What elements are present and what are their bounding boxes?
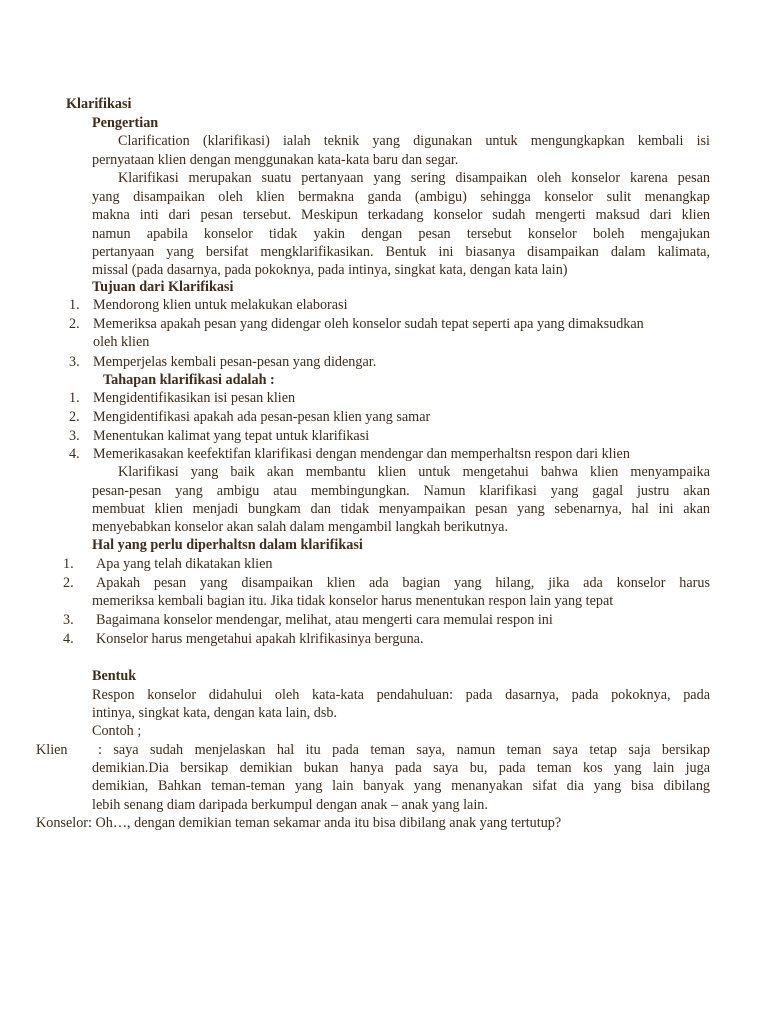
list-number: 3. — [69, 428, 80, 444]
list-number: 2. — [69, 316, 80, 332]
section-title: Klarifikasi — [66, 96, 132, 112]
list-item: Mendorong klien untuk melakukan elaborasi — [93, 297, 348, 313]
pengertian-p2-line: yang disampaikan oleh klien bermakna ganda (ambigu) sehingga konselor sulit menangkap — [92, 189, 710, 205]
list-number: 1. — [69, 390, 80, 406]
list-item: Mengidentifikasi apakah ada pesan-pesan klien yang samar — [93, 409, 431, 425]
tahapan-para-line: menyebabkan konselor akan salah dalam mengambil langkah berikutnya. — [92, 519, 509, 535]
pengertian-heading: Pengertian — [92, 115, 159, 131]
list-item: Mengidentifikasikan isi pesan klien — [93, 390, 296, 406]
pengertian-p2-line: pertanyaan yang bersifat mengklarifikasikan. Bentuk ini biasanya disampaikan dalam kalimata, — [92, 244, 710, 260]
bentuk-heading: Bentuk — [92, 668, 137, 684]
klien-line: demikian.Dia bersikap demikian bukan hanya pada saya bu, pada teman kos yang lain juga — [92, 760, 710, 776]
list-number: 2. — [69, 409, 80, 425]
klien-line: lebih senang diam daripada berkumpul dengan anak – anak yang lain. — [92, 797, 488, 813]
pengertian-p1-line: pernyataan klien dengan menggunakan kata-kata baru dan segar. — [92, 152, 459, 168]
list-number: 3. — [63, 612, 74, 628]
pengertian-p1-line: Clarification (klarifikasi) ialah teknik yang digunakan untuk mengungkapkan kembali isi — [118, 133, 710, 149]
list-item-continued: oleh klien — [93, 334, 150, 350]
list-number: 1. — [63, 556, 74, 572]
klien-line: demikian, Bahkan teman-teman yang lain banyak yang menanyakan sifat dia yang bisa dibilang — [92, 778, 710, 794]
list-number: 4. — [69, 446, 80, 462]
tujuan-heading: Tujuan dari Klarifikasi — [92, 279, 234, 295]
hal-heading: Hal yang perlu diperhaltsn dalam klarifikasi — [92, 537, 363, 553]
list-item-continued: memeriksa kembali bagian itu. Jika tidak konselor harus menentukan respon lain yang tepat — [92, 593, 614, 609]
list-item: Bagaimana konselor mendengar, melihat, atau mengerti cara memulai respon ini — [96, 612, 553, 628]
tahapan-para-line: pesan-pesan yang ambigu atau membingungkan. Namun klarifikasi yang gagal justru akan — [92, 483, 710, 499]
pengertian-p2-line: makna inti dari pesan tersebut. Meskipun terkadang konselor sudah mengerti maksud dari klien — [92, 207, 710, 223]
list-item: Memeriksa apakah pesan yang didengar oleh konselor sudah tepat seperti apa yang dimaksudkan — [93, 316, 644, 332]
list-item: Konselor harus mengetahui apakah klrifikasinya berguna. — [96, 631, 424, 647]
list-item: Apa yang telah dikatakan klien — [96, 556, 273, 572]
list-item: Menentukan kalimat yang tepat untuk klarifikasi — [93, 428, 370, 444]
tahapan-para-line: Klarifikasi yang baik akan membantu klien untuk mengetahui bahwa klien menyampaika — [118, 464, 710, 480]
pengertian-p2-line: namun apabila konselor tidak yakin dengan pesan tersebut konselor boleh mengajukan — [92, 226, 710, 242]
tahapan-para-line: membuat klien menjadi bungkam dan tidak menyampaikan pesan yang sebenarnya, hal ini akan — [92, 501, 710, 517]
list-item: Memerikasakan keefektifan klarifikasi dengan mendengar dan memperhaltsn respon dari klien — [93, 446, 630, 462]
bentuk-line: Respon konselor didahului oleh kata-kata pendahuluan: pada dasarnya, pada pokoknya, pada — [92, 687, 710, 703]
klien-line: : saya sudah menjelaskan hal itu pada teman saya, namun teman saya tetap saja bersikap — [98, 742, 710, 758]
klien-label: Klien — [36, 742, 68, 758]
list-number: 1. — [69, 297, 80, 313]
pengertian-p2-line: missal (pada dasarnya, pada pokoknya, pada intinya, singkat kata, dengan kata lain) — [92, 262, 568, 278]
konselor-line: Konselor: Oh…, dengan demikian teman sekamar anda itu bisa dibilang anak yang tertutup? — [36, 815, 562, 831]
pengertian-p2-line: Klarifikasi merupakan suatu pertanyaan yang sering disampaikan oleh konselor karena pesan — [118, 170, 710, 186]
list-number: 4. — [63, 631, 74, 647]
contoh-label: Contoh ; — [92, 723, 142, 739]
list-number: 2. — [63, 575, 74, 591]
tahapan-heading: Tahapan klarifikasi adalah : — [103, 372, 275, 388]
list-number: 3. — [69, 354, 80, 370]
list-item: Apakah pesan yang disampaikan klien ada bagian yang hilang, jika ada konselor harus — [96, 575, 710, 591]
bentuk-line: intinya, singkat kata, dengan kata lain, dsb. — [92, 705, 338, 721]
list-item: Memperjelas kembali pesan-pesan yang didengar. — [93, 354, 377, 370]
